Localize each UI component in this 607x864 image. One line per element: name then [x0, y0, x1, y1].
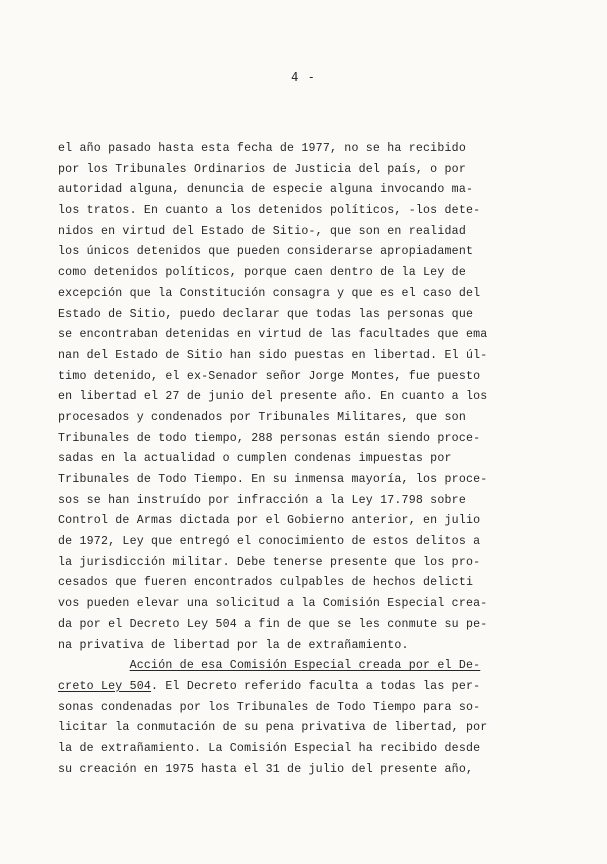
page-number: 4 -: [291, 70, 316, 84]
text-segment: nidos en virtud del Estado de Sitio-, que son en realidad: [58, 224, 466, 238]
text-line: [58, 470, 558, 491]
text-line: [58, 656, 558, 677]
text-line: [58, 636, 558, 657]
text-segment: la jurisdicción militar. Debe tenerse presente que los pro-: [58, 555, 481, 569]
text-segment: licitar la conmutación de su pena privativa de libertad, por: [58, 721, 488, 735]
text-segment: Estado de Sitio, puedo declarar que todas las personas que: [58, 307, 474, 321]
text-line: [58, 718, 558, 739]
text-line: [58, 573, 558, 594]
text-segment: . El Decreto referido faculta a todas las per-: [151, 679, 481, 693]
text-line: [58, 201, 558, 222]
text-segment: los tratos. En cuanto a los detenidos políticos, -los dete-: [58, 204, 481, 218]
text-line: [58, 305, 558, 326]
text-segment: de 1972, Ley que entregó el conocimiento de estos delitos a: [58, 535, 481, 549]
text-segment: Control de Armas dictada por el Gobierno anterior, en julio: [58, 514, 481, 528]
text-line: [58, 760, 558, 781]
text-segment: Tribunales de todo tiempo, 288 personas están siendo proce-: [58, 431, 481, 445]
text-line: [58, 387, 558, 408]
text-segment: por los Tribunales Ordinarios de Justicia del país, o por: [58, 162, 466, 176]
text-line: [58, 242, 558, 263]
text-line: [58, 429, 558, 450]
text-line: [58, 284, 558, 305]
text-line: [58, 677, 558, 698]
text-line: [58, 491, 558, 512]
text-segment: vos pueden elevar una solicitud a la Comisión Especial crea-: [58, 597, 488, 611]
text-line: [58, 325, 558, 346]
text-line: [58, 408, 558, 429]
text-segment: procesados y condenados por Tribunales Militares, que son: [58, 410, 466, 424]
text-line: [58, 346, 558, 367]
text-line: [58, 449, 558, 470]
text-line: [58, 180, 558, 201]
underlined-heading-text: Acción de esa Comisión Especial creada por el De-: [129, 659, 481, 673]
text-segment: Tribunales de Todo Tiempo. En su inmensa mayoría, los proce-: [58, 473, 488, 486]
text-segment: na privativa de libertad por la de extrañamiento.: [58, 638, 409, 652]
text-segment: autoridad alguna, denuncia de especie alguna invocando ma-: [58, 183, 474, 197]
text-segment: en libertad el 27 de junio del presente año. En cuanto a los: [58, 390, 488, 404]
text-line: [58, 160, 558, 181]
text-segment: el año pasado hasta esta fecha de 1977, no se ha recibido: [58, 142, 466, 155]
text-segment: se encontraban detenidas en virtud de las facultades que ema: [58, 328, 488, 342]
body-text: [58, 139, 558, 780]
text-segment: nan del Estado de Sitio han sido puestas en libertad. El úl-: [58, 348, 488, 362]
text-segment: cesados que fueren encontrados culpables de hechos delicti: [58, 576, 474, 590]
text-segment: sadas en la actualidad o cumplen condenas impuestas por: [58, 452, 452, 466]
text-segment: timo detenido, el ex-Senador señor Jorge Montes, fue puesto: [58, 369, 481, 383]
text-line: [58, 615, 558, 636]
text-line: [58, 739, 558, 760]
text-line: [58, 594, 558, 615]
text-line: [58, 263, 558, 284]
text-segment: excepción que la Constitución consagra y que es el caso del: [58, 286, 481, 300]
text-line: [58, 511, 558, 532]
text-segment: da por el Decreto Ley 504 a fin de que se les conmute su pe-: [58, 617, 488, 631]
text-segment: los únicos detenidos que pueden considerarse apropiadament: [58, 245, 474, 259]
text-line: [58, 698, 558, 719]
text-segment: como detenidos políticos, porque caen dentro de la Ley de: [58, 266, 466, 280]
text-line: [58, 222, 558, 243]
text-line: [58, 532, 558, 553]
text-line: [58, 139, 558, 160]
text-segment: la de extrañamiento. La Comisión Especial ha recibido desde: [58, 741, 481, 755]
text-line: [58, 367, 558, 388]
text-segment: sos se han instruído por infracción a la Ley 17.798 sobre: [58, 493, 466, 507]
text-segment: su creación en 1975 hasta el 31 de julio del presente año,: [58, 762, 474, 776]
underlined-heading-text: creto Ley 504: [58, 679, 152, 693]
text-line: [58, 553, 558, 574]
text-segment: sonas condenadas por los Tribunales de Todo Tiempo para so-: [58, 700, 481, 714]
